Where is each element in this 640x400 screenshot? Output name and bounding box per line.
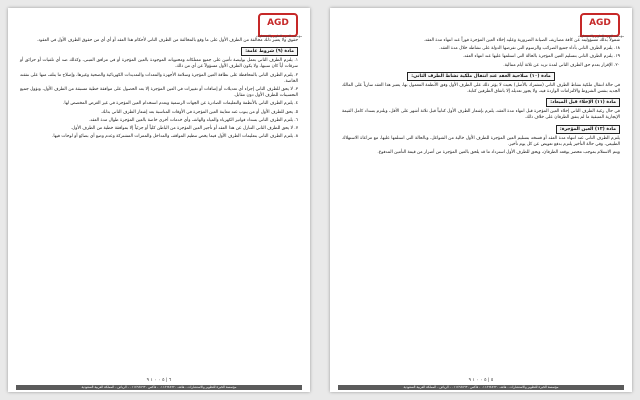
page-number: ٥ | ٥ ٠ ٠ ١ ٩ [468,378,494,383]
clause-item: ٧. لا يحق للطرف الثاني التنازل عن هذا العقد أو تأجير العين المؤجرة من الباطن كلياً أو جزئياً إلا بموافقة خطية من الطرف الأول. [70,126,298,132]
page-body [8,38,310,140]
paragraph: في حال رغبة الطرف الثاني إخلاء العين المؤجرة قبل انتهاء مدة العقد، يلتزم بإشعار الطرف الأول كتابياً قبل ثلاثة أشهر على الأقل، ويلتزم بسداد كامل القيمة الإيجارية المتبقية ما لم يتفق الطرفان على خلاف ذلك. [342,109,620,121]
page-number: ٦ | ٥ ٠ ٠ ١ ٩ [146,378,172,383]
section-heading: مادة (١٠) صلاحية العقد عند انتقال ملكية نشاط الطرف الثاني: [407,72,554,81]
paragraph: في حالة انتقال ملكية نشاط الطرف الثاني (مشترك بالأصل) بحيث لا يؤثر ذلك على الطرف الأول وفق الأنظمة المعمول بها، يعتبر هذا العقد سارياً على المالك الجديد بنفس الشروط والالتزامات الواردة فيه، ولا يجوز تعديله إلا باتفاق الطرفين كتابة. [342,82,620,95]
logo-subtitle: مؤسسة الخبرة للتطوير والاستشارات [255,34,302,38]
clause-item: ٦. يلتزم الطرف الثاني بسداد فواتير الكهرباء والمياه والهاتف وأي خدمات أخرى خاصة بالعين المؤجرة طوال مدة العقد. [88,117,298,123]
clause-item: ١. يلتزم الطرف الثاني بعمل بوليصة تأمين على جميع ممتلكاته ومحتوياته الموجودة بالعين المؤجرة أو في مرافق المبنى، وكذلك ضد أي تلفيات أو حرائق أو سرقات أياً كان سببها، ولا يكون الطرف الأول مسؤولاً عن أي من ذلك. [20,58,298,70]
clause-item: ٤. يلتزم الطرف الثاني بالأنظمة والتعليمات الصادرة عن الجهات الرسمية وبعدم استخدام العين المؤجرة في غير الغرض المخصص لها. [63,101,298,107]
paragraph: يلتزم الطرف الثاني عند انتهاء مدة العقد أو فسخه بتسليم العين المؤجرة للطرف الأول خالية من الشواغل، وبالحالة التي استلمها عليها، مع مراعاة الاستهلاك الطبيعي، وفي حالة التأخير يلتزم بدفع تعويض عن كل يوم تأخير. [342,135,620,147]
clause-item: ٣. لا يحق للطرف الثاني إجراء أي تعديلات أو إضافات أو تغييرات في العين المؤجرة إلا بعد الحصول على موافقة خطية مسبقة من الطرف الأول، وتؤول جميع التحسينات للطرف الأول دون مقابل. [20,87,298,99]
section-heading: مادة (١١) الإخلاء قبل الميعاد: [546,98,620,107]
page-body [330,38,632,156]
clause-item: ١٨. يلتزم الطرف الثاني بأداء جميع الضرائب والرسوم التي تفرضها الدولة على نشاطه خلال مدة العقد. [439,46,620,52]
clause-item: ١٩. يلتزم الطرف الثاني بتسليم العين المؤجرة بالحالة التي استلمها عليها عند انتهاء العقد. [462,54,620,60]
footer-bar: مؤسسة الخبرة للتطوير والاستشارات - هاتف ٠١١٤٦٤٥٦٢٠ - فاكس ٠١١٤٦٤٥٦٣٠ - الرياض - المملكة العربية السعودية [16,385,302,390]
page-footer [330,376,632,392]
paragraph: شمولاً بذلك مسؤوليته عن كافة مصاريف الصيانة الضرورية وعليه إخلاء العين المؤجرة فوراً عند انتهاء مدة العقد. [423,38,620,43]
footer-bar: مؤسسة الخبرة للتطوير والاستشارات - هاتف ٠١١٤٦٤٥٦٢٠ - فاكس ٠١١٤٦٤٥٦٣٠ - الرياض - المملكة العربية السعودية [338,385,624,390]
page-header [8,8,310,38]
section-heading: مادة (١٢) العين المؤجرة: [556,125,620,134]
document-page-right [330,8,632,392]
logo-subtitle: مؤسسة الخبرة للتطوير والاستشارات [577,34,624,38]
clause-item: ٢٠. الإقرار بعدم حق الطرف الثاني لمدة تزيد عن ثلاثة أيام متتالية. [503,62,620,68]
clause-item: ٢. يلتزم الطرف الثاني بالمحافظة على نظافة العين المؤجرة وسلامة الأجهزة والمعدات والتمديدات الكهربائية والصحية وغيرها، وإصلاح ما يتلف منها على نفقته الخاصة. [20,72,298,84]
page-header [330,8,632,38]
clause-item: ٥. يحق للطرف الأول أو من ينوب عنه معاينة العين المؤجرة في الأوقات المناسبة بعد إشعار الطرف الثاني بذلك. [100,109,298,115]
document-page-left [8,8,310,392]
company-logo: AGD [580,13,620,37]
paragraph: ويتم الاستلام بموجب محضر يوقعه الطرفان، ويحق للطرف الأول استرداد ما قد يلحق بالعين المؤجرة من أضرار من قيمة التأمين المدفوع. [377,150,620,156]
company-logo: AGD [258,13,298,37]
page-footer [8,376,310,392]
paragraph: حقوق ولا يعتبر ذلك مخالفة من الطرف الأول على ما وقع بالمخالفة من الطرف الثاني لأحكام هذا العقد أو أي أي من حقوق الطرف الأول في العقود. [36,38,298,43]
section-heading: مادة (٩) شروط عامة: [241,47,298,56]
clause-item: ٨. يلتزم الطرف الثاني بتعليمات الطرف الأول فيما يخص تنظيم المواقف والمداخل والممرات المشتركة وعدم وضع أي بضائع أو لوحات فيها. [51,134,298,140]
